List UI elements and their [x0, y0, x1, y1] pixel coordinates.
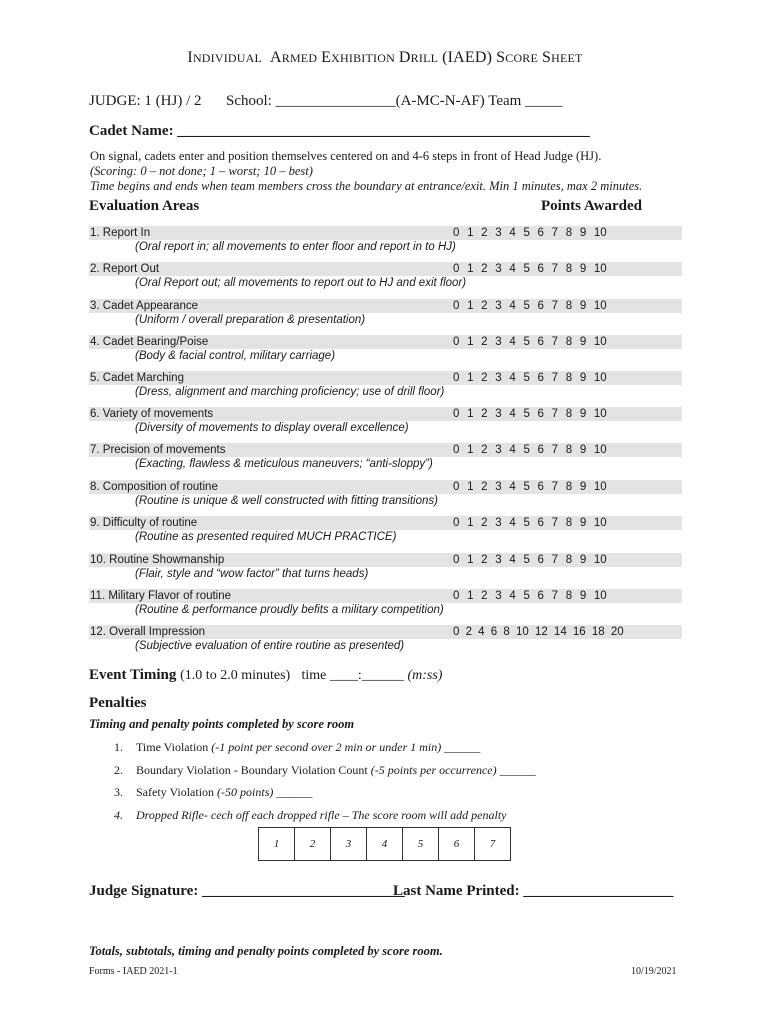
rifle-box[interactable]: 3 [331, 828, 367, 860]
penalty-item[interactable] [114, 740, 480, 755]
score-scale[interactable]: 0 1 2 3 4 5 6 7 8 9 10 [453, 227, 607, 239]
score-scale[interactable]: 0 1 2 3 4 5 6 7 8 9 10 [453, 444, 607, 456]
penalty-number: 2. [114, 763, 123, 777]
criteria-description: (Dress, alignment and marching proficiency; use of drill floor) [135, 386, 445, 398]
penalty-item[interactable] [114, 763, 536, 778]
criteria-name: 1. Report In [90, 227, 151, 239]
criteria-description: (Flair, style and “wow factor” that turns heads) [135, 568, 369, 580]
penalty-detail: (-5 points per occurrence) [370, 763, 497, 777]
criteria-description: (Routine as presented required MUCH PRACTICE) [135, 531, 397, 543]
form-id: Forms - IAED 2021-1 [89, 966, 178, 977]
rifle-box[interactable]: 4 [367, 828, 403, 860]
criteria-name: 8. Composition of routine [90, 481, 218, 493]
score-scale[interactable]: 0 1 2 3 4 5 6 7 8 9 10 [453, 336, 607, 348]
score-scale[interactable]: 0 1 2 3 4 5 6 7 8 9 10 [453, 372, 607, 384]
penalty-text: Boundary Violation - Boundary Violation Count [136, 763, 371, 777]
score-scale[interactable]: 0 1 2 3 4 5 6 7 8 9 10 [453, 481, 607, 493]
criteria-name: 11. Military Flavor of routine [90, 590, 232, 602]
time-unit: (m:ss) [407, 668, 443, 683]
criteria-description: (Routine & performance proudly befits a military competition) [135, 604, 444, 616]
criteria-description: (Oral report in; all movements to enter floor and report in to HJ) [135, 241, 456, 253]
rifle-box[interactable]: 7 [489, 838, 496, 850]
rifle-box[interactable]: 1 [259, 828, 295, 860]
penalty-number: 3. [114, 785, 123, 799]
penalty-text: Time Violation [136, 740, 212, 754]
evaluation-areas-heading: Evaluation Areas [89, 198, 200, 214]
penalties-subheading: Timing and penalty points completed by score room [89, 717, 355, 731]
cadet-name-field[interactable]: Cadet Name: _______________________________________________________ [89, 123, 590, 139]
criteria-description: (Exacting, flawless & meticulous maneuvers; “anti-sloppy”) [135, 458, 433, 470]
criteria-name: 12. Overall Impression [90, 626, 206, 638]
time-field[interactable]: time ____:______ [301, 668, 404, 683]
penalty-blank[interactable]: ______ [496, 763, 536, 777]
criteria-name: 3. Cadet Appearance [90, 300, 199, 312]
footer-note: Totals, subtotals, timing and penalty points completed by score room. [89, 944, 443, 958]
intro-line-1: On signal, cadets enter and position themselves centered on and 4-6 steps in front of Head Judge (HJ). [90, 149, 602, 163]
penalty-number: 4. [114, 808, 123, 822]
judge-signature-field[interactable]: Judge Signature: ___________________________ [89, 883, 405, 899]
points-awarded-heading: Points Awarded [541, 198, 642, 214]
penalty-item [114, 808, 506, 823]
penalty-detail: (-1 point per second over 2 min or under 1 min) [211, 740, 442, 754]
score-scale[interactable]: 0 1 2 3 4 5 6 7 8 9 10 [453, 300, 607, 312]
criteria-name: 7. Precision of movements [90, 444, 226, 456]
score-scale[interactable]: 0 2 4 6 8 10 12 14 16 18 20 [453, 626, 624, 638]
penalty-number: 1. [114, 740, 123, 754]
rifle-box[interactable]: 2 [295, 828, 331, 860]
penalty-detail: Dropped Rifle- cech off each dropped rifle – The score room will add penalty [136, 808, 507, 822]
criteria-name: 9. Difficulty of routine [90, 517, 198, 529]
criteria-name: 6. Variety of movements [90, 408, 214, 420]
dropped-rifle-boxes [258, 827, 511, 861]
criteria-name: 2. Report Out [90, 263, 160, 275]
criteria-description: (Subjective evaluation of entire routine as presented) [135, 640, 405, 652]
event-timing-label: Event Timing [89, 667, 177, 683]
penalty-blank[interactable]: ______ [441, 740, 481, 754]
score-scale[interactable]: 0 1 2 3 4 5 6 7 8 9 10 [453, 263, 607, 275]
last-name-field[interactable]: Last Name Printed: ____________________ [393, 883, 674, 899]
event-timing [89, 667, 442, 684]
criteria-name: 4. Cadet Bearing/Poise [90, 336, 209, 348]
school-field[interactable]: School: ________________(A-MC-N-AF) Team _____ [226, 93, 563, 109]
score-scale[interactable]: 0 1 2 3 4 5 6 7 8 9 10 [453, 408, 607, 420]
rifle-box[interactable]: 6 [439, 828, 475, 860]
criteria-name: 5. Cadet Marching [90, 372, 184, 384]
score-scale[interactable]: 0 1 2 3 4 5 6 7 8 9 10 [453, 517, 607, 529]
form-date: 10/19/2021 [631, 966, 677, 977]
criteria-description: (Oral Report out; all movements to report out to HJ and exit floor) [135, 277, 467, 289]
criteria-description: (Body & facial control, military carriage) [135, 350, 336, 362]
penalties-heading: Penalties [89, 695, 147, 711]
judge-field[interactable]: JUDGE: 1 (HJ) / 2 [89, 93, 202, 109]
criteria-description: (Diversity of movements to display overall excellence) [135, 422, 409, 434]
penalty-blank[interactable]: ______ [273, 785, 313, 799]
event-timing-range: (1.0 to 2.0 minutes) [180, 668, 291, 683]
criteria-description: (Routine is unique & well constructed with fitting transitions) [135, 495, 438, 507]
criteria-name: 10. Routine Showmanship [90, 554, 225, 566]
intro-line-2: (Scoring: 0 – not done; 1 – worst; 10 – best) [90, 164, 313, 178]
page-title: INDIVIDUAL ARMED EXHIBITION DRILL (IAED) SCORE SHEET [187, 49, 583, 66]
score-scale[interactable]: 0 1 2 3 4 5 6 7 8 9 10 [453, 554, 607, 566]
rifle-box[interactable]: 5 [403, 828, 439, 860]
penalty-text: Safety Violation [136, 785, 218, 799]
penalty-item[interactable] [114, 785, 312, 800]
intro-line-3: Time begins and ends when team members cross the boundary at entrance/exit. Min 1 minutes, max 2 minutes. [90, 179, 643, 193]
penalty-detail: (-50 points) [217, 785, 274, 799]
criteria-description: (Uniform / overall preparation & presentation) [135, 314, 366, 326]
score-scale[interactable]: 0 1 2 3 4 5 6 7 8 9 10 [453, 590, 607, 602]
